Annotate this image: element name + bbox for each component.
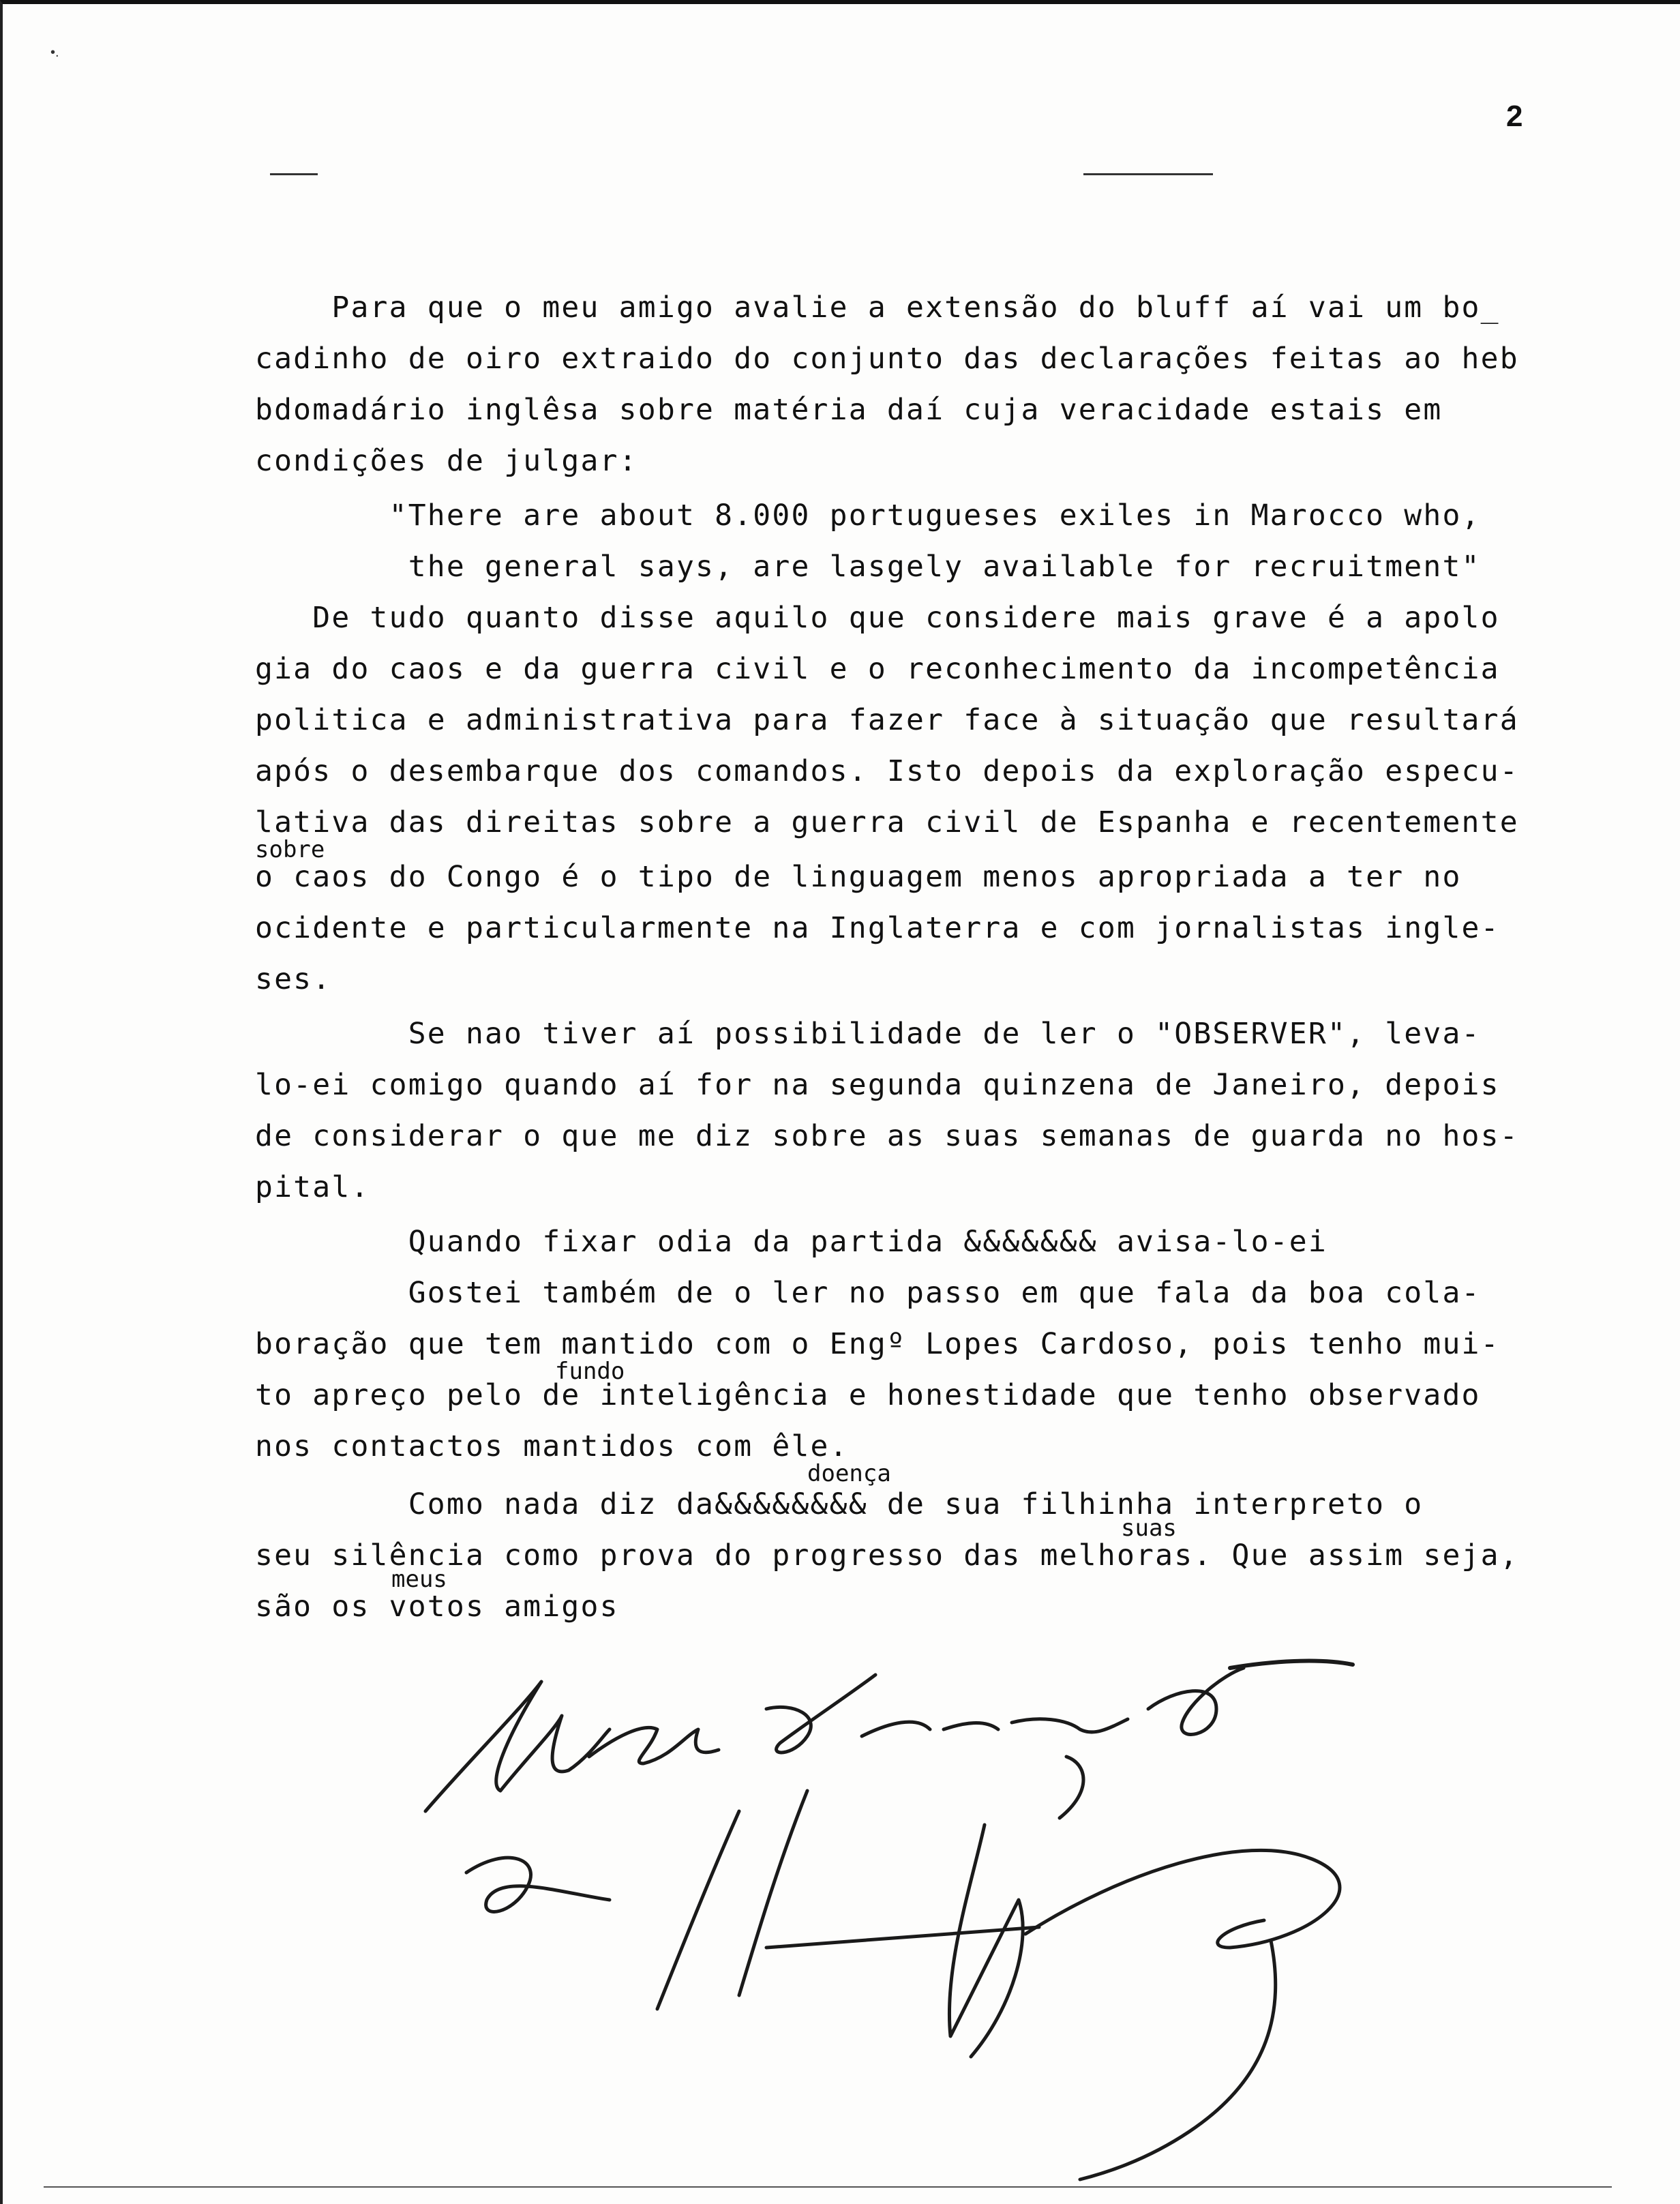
handwritten-signature (385, 1654, 1625, 2186)
margin-mark: •. (50, 45, 59, 60)
text-line: lativa das direitas sobre a guerra civil de Espanha e recentemente (255, 805, 1519, 839)
interlinear-correction: doença (807, 1460, 891, 1487)
text-line: ocidente e particularmente na Inglaterra e com jornalistas ingle- (255, 911, 1500, 945)
text-line: Quando fixar odia da partida &&&&&&& avisa-lo-ei (255, 1225, 1328, 1259)
text-line: Se nao tiver aí possibilidade de ler o "OBSERVER", leva- (255, 1017, 1481, 1051)
text-line: nos contactos mantidos com êle. (255, 1429, 849, 1463)
interlinear-correction: fundo (555, 1358, 625, 1385)
text-line: o caos do Congo é o tipo de linguagem menos apropriada a ter no (255, 860, 1462, 894)
text-line: ses. (255, 962, 332, 996)
text-line: De tudo quanto disse aquilo que considere mais grave é a apolo (255, 601, 1500, 635)
text-line: boração que tem mantido com o Engº Lopes Cardoso, pois tenho mui- (255, 1327, 1500, 1361)
quote-line: the general says, are lasgely available for recruitment" (255, 550, 1481, 584)
text-line: cadinho de oiro extraido do conjunto das declarações feitas ao heb (255, 342, 1519, 376)
interlinear-correction: suas (1121, 1515, 1177, 1542)
bottom-edge-rule (44, 2186, 1612, 2188)
interlinear-correction: sobre (255, 836, 325, 863)
text-line: após o desembarque dos comandos. Isto depois da exploração especu- (255, 754, 1519, 788)
text-line: politica e administrativa para fazer face à situação que resultará (255, 703, 1519, 737)
text-line: Gostei também de o ler no passo em que fala da boa cola- (255, 1276, 1481, 1310)
text-line: gia do caos e da guerra civil e o reconhecimento da incompetência (255, 652, 1500, 686)
text-line: bdomadário inglêsa sobre matéria daí cuja veracidade estais em (255, 393, 1443, 427)
text-line: Como nada diz da&&&&&&&& de sua filhinha interpreto o (255, 1487, 1424, 1521)
page-number: 2 (1506, 100, 1523, 133)
text-line: lo-ei comigo quando aí for na segunda quinzena de Janeiro, depois (255, 1068, 1500, 1102)
text-line: são os votos amigos (255, 1590, 619, 1624)
quote-line: "There are about 8.000 portugueses exiles in Marocco who, (255, 498, 1481, 533)
interlinear-correction: meus (391, 1566, 447, 1593)
header-dash-left (270, 173, 318, 175)
header-dash-right (1083, 173, 1213, 175)
text-line: to apreço pelo de inteligência e honestidade que tenho observado (255, 1378, 1481, 1412)
text-line: seu silência como prova do progresso das melhoras. Que assim seja, (255, 1538, 1519, 1573)
text-line: pital. (255, 1170, 370, 1204)
text-line: de considerar o que me diz sobre as suas semanas de guarda no hos- (255, 1119, 1519, 1153)
text-line: Para que o meu amigo avalie a extensão do bluff aí vai um bo_ (255, 291, 1500, 325)
text-line: condições de julgar: (255, 444, 638, 478)
